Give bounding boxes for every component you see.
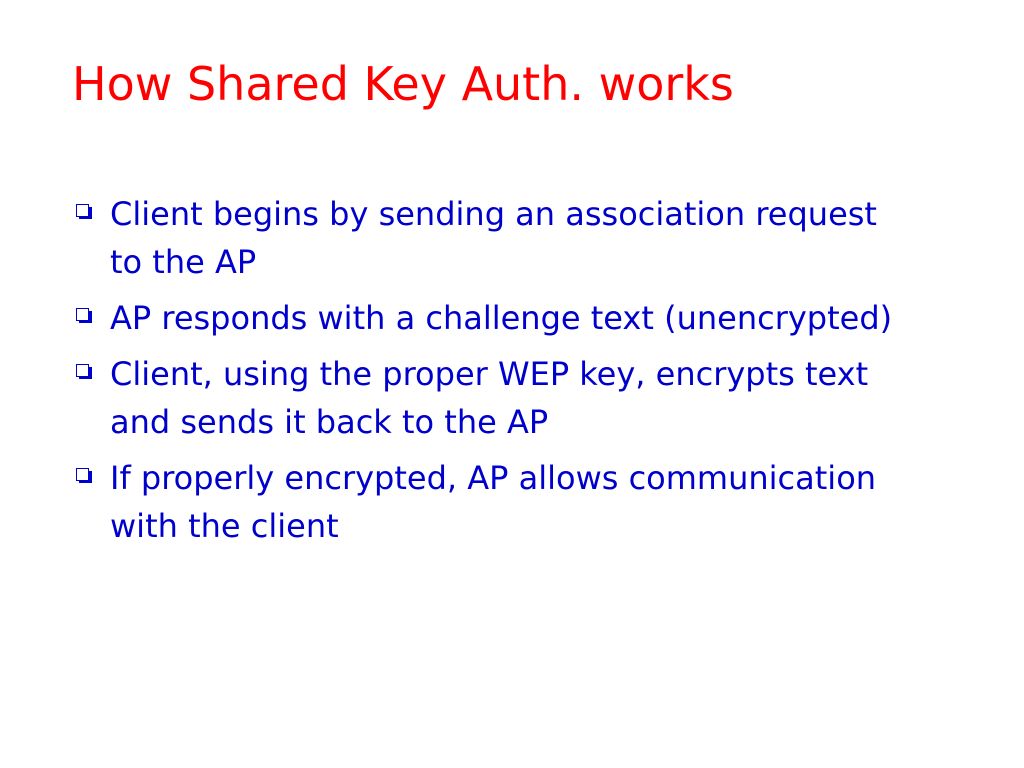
bullet-list [72, 190, 952, 558]
bullet-item [72, 454, 952, 550]
bullet-item [72, 350, 952, 446]
bullet-text: AP responds with a challenge text (unencrypted) [110, 299, 893, 337]
bullet-text: Client begins by sending an association request to the AP [110, 195, 877, 281]
bullet-text: If properly encrypted, AP allows communication with the client [110, 459, 877, 545]
slide-title: How Shared Key Auth. works [72, 57, 734, 111]
bullet-item [72, 294, 952, 342]
square-bullet-icon [76, 204, 89, 217]
bullet-text: Client, using the proper WEP key, encrypts text and sends it back to the AP [110, 355, 869, 441]
square-bullet-icon [76, 364, 89, 377]
square-bullet-icon [76, 468, 89, 481]
bullet-item [72, 190, 952, 286]
square-bullet-icon [76, 308, 89, 321]
